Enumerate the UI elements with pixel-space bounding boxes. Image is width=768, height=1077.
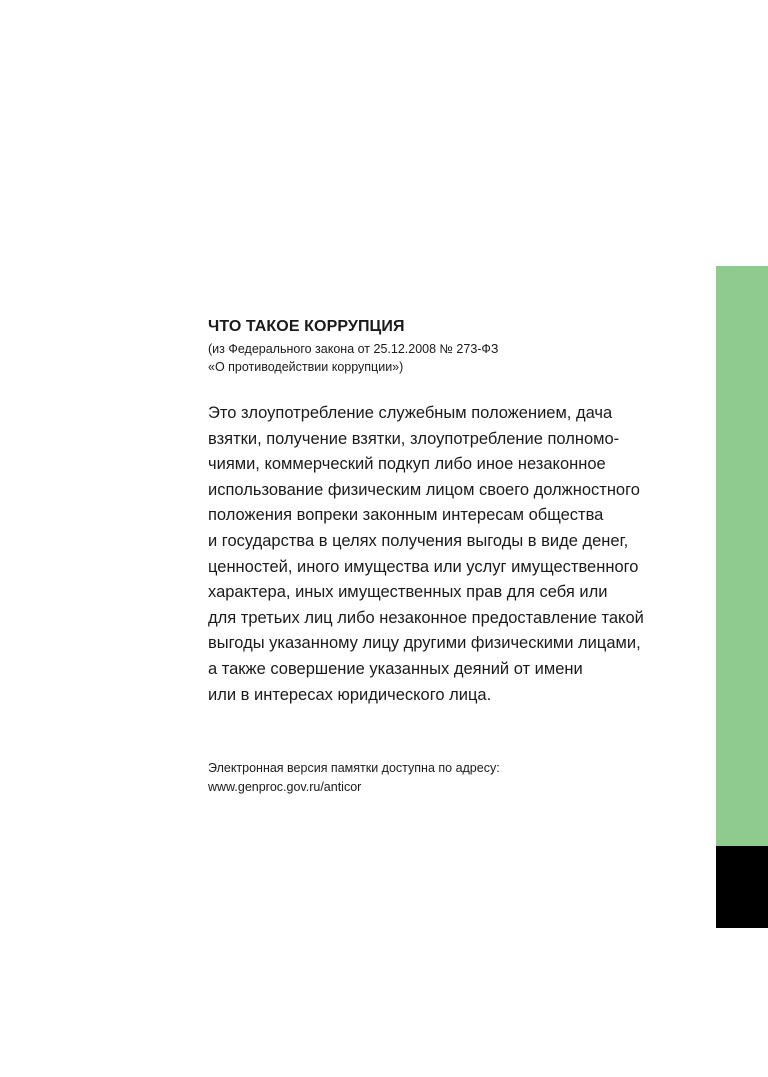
definition-text — [208, 401, 688, 708]
definition-line: чиями, коммерческий подкуп либо иное незаконное — [208, 455, 606, 474]
source-line-1: (из Федерального закона от 25.12.2008 № 273-ФЗ — [208, 342, 499, 356]
footer-note — [208, 759, 688, 796]
source-citation — [208, 340, 688, 376]
definition-line: взятки, получение взятки, злоупотребление полномо- — [208, 429, 620, 448]
definition-line: выгоды указанному лицу другими физическими лицами, — [208, 634, 641, 653]
definition-line: использование физическим лицом своего должностного — [208, 480, 640, 499]
footer-url[interactable]: www.genproc.gov.ru/anticor — [208, 779, 362, 794]
definition-line: характера, иных имущественных прав для себя или — [208, 583, 608, 602]
side-tab-green — [716, 266, 768, 846]
content-block — [208, 316, 688, 796]
side-tab-black — [716, 846, 768, 928]
definition-line: или в интересах юридического лица. — [208, 685, 492, 704]
definition-line: и государства в целях получения выгоды в виде денег, — [208, 531, 629, 550]
footer-note-text: Электронная версия памятки доступна по адресу: — [208, 761, 500, 776]
source-line-2: «О противодействии коррупции») — [208, 360, 404, 374]
definition-line: а также совершение указанных деяний от имени — [208, 659, 583, 678]
definition-line: для третьих лиц либо незаконное предоставление такой — [208, 608, 644, 627]
definition-line: Это злоупотребление служебным положением, дача — [208, 404, 613, 422]
definition-line: положения вопреки законным интересам общества — [208, 506, 604, 525]
page-title: ЧТО ТАКОЕ КОРРУПЦИЯ — [208, 318, 405, 335]
definition-line: ценностей, иного имущества или услуг имущественного — [208, 557, 639, 576]
